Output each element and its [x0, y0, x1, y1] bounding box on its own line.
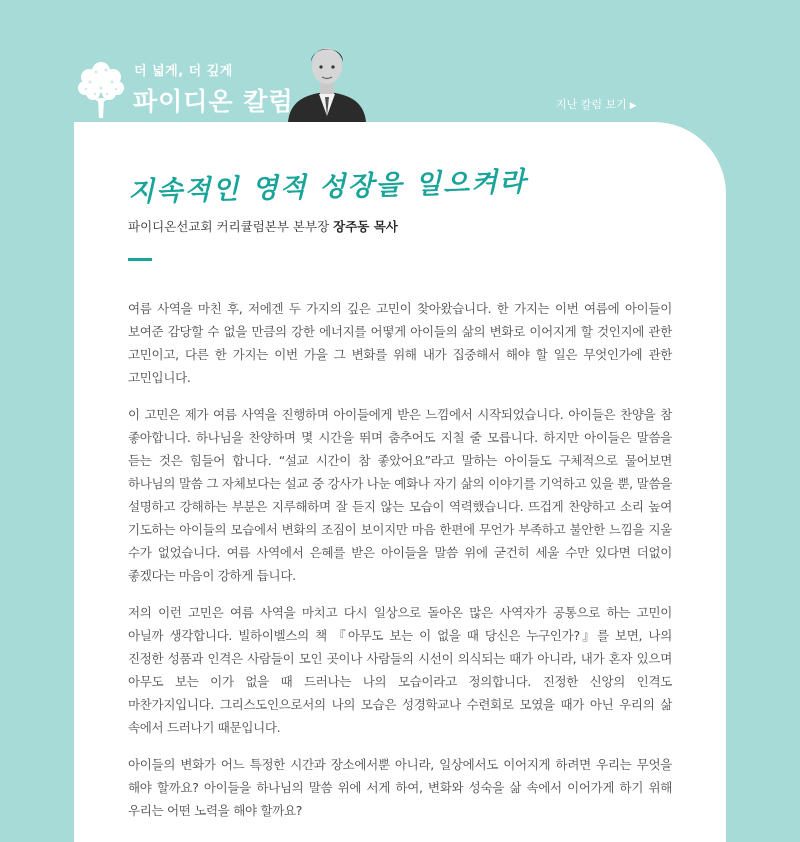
article-byline — [128, 217, 398, 235]
past-columns-link[interactable] — [556, 96, 637, 112]
column-subtitle: 더 넓게, 더 깊게 — [134, 64, 233, 79]
column-header — [0, 0, 800, 130]
article-paragraph-3: 저의 이런 고민은 여름 사역을 마치고 다시 일상으로 돌아온 많은 사역자가 공통으로 하는 고민이 아닐까 생각합니다. 빌하이벨스의 책 『아무도 보는 이 없을 때 당신은 누구인가?』를 보면, 나의 진정한 성품과 인격은 사람들이 모인 곳이나 사람들의 시선이 의식되는 때가 아니라, 내가 혼자 있으며 아무도 보는 이가 없을 때 드러나는 나의 모습이라고 정의합니다. 진정한 신앙의 인격도 마찬가지입니다. 그리스도인으로서의 나의 모습은 성경학교나 수련회로 모였을 때가 아닌 우리의 삶 속에서 드러나기 때문입니다. — [128, 605, 672, 735]
article-headline: 지속적인 영적 성장을 일으켜라 — [127, 166, 528, 208]
byline-name: 장주동 목사 — [333, 219, 398, 234]
play-arrow-icon: ▶ — [629, 101, 637, 111]
author-portrait — [286, 36, 368, 122]
article-paragraph-1: 여름 사역을 마친 후, 저에겐 두 가지의 깊은 고민이 찾아왔습니다. 한 가지는 이번 여름에 아이들이 보여준 감당할 수 없을 만큼의 강한 에너지를 어떻게 아이들의 삶의 변화로 이어지게 할 것인지에 관한 고민이고, 다른 한 가지는 이번 가을 그 변화를 위해 내가 집중해서 해야 할 일은 무엇인가에 관한 고민입니다. — [128, 301, 672, 385]
article-body — [128, 297, 672, 836]
byline-role: 파이디온선교회 커리큘럼본부 본부장 — [128, 219, 330, 234]
article-paragraph-4: 아이들의 변화가 어느 특정한 시간과 장소에서뿐 아니라, 일상에서도 이어지게 하려면 우리는 무엇을 해야 할까요? 아이들을 하나님의 말씀 위에 서게 하여, 변화와 성숙을 삶 속에서 이어가게 하기 위해 우리는 어떤 노력을 해야 할까요? — [128, 757, 672, 818]
column-title: 파이디온 칼럼 — [133, 87, 294, 116]
past-columns-label: 지난 칼럼 보기 — [556, 98, 627, 111]
tree-logo-icon — [76, 58, 126, 120]
accent-divider — [128, 258, 152, 261]
article-paragraph-2: 이 고민은 제가 여름 사역을 진행하며 아이들에게 받은 느낌에서 시작되었습니다. 아이들은 찬양을 참 좋아합니다. 하나님을 찬양하며 몇 시간을 뛰며 춤추어도 지칠 줄 모릅니다. 하지만 아이들은 말씀을 듣는 것은 힘들어 합니다. “설교 시간이 참 좋았어요”라고 말하는 아이들도 구체적으로 물어보면 하나님의 말씀 그 자체보다는 설교 중 강사가 나눈 예화나 자기 삶의 이야기를 기억하고 있을 뿐, 말씀을 설명하고 강해하는 부분은 지루해하며 잘 듣지 않는 모습이 역력했습니다. 뜨겁게 찬양하고 소리 높여 기도하는 아이들의 모습에서 변화의 조짐이 보이지만 마음 한편에 무언가 부족하고 불안한 느낌을 지울 수가 없었습니다. 여름 사역에서 은혜를 받은 아이들을 말씀 위에 굳건히 세울 수만 있다면 더없이 좋겠다는 마음이 강하게 듭니다. — [128, 407, 672, 583]
